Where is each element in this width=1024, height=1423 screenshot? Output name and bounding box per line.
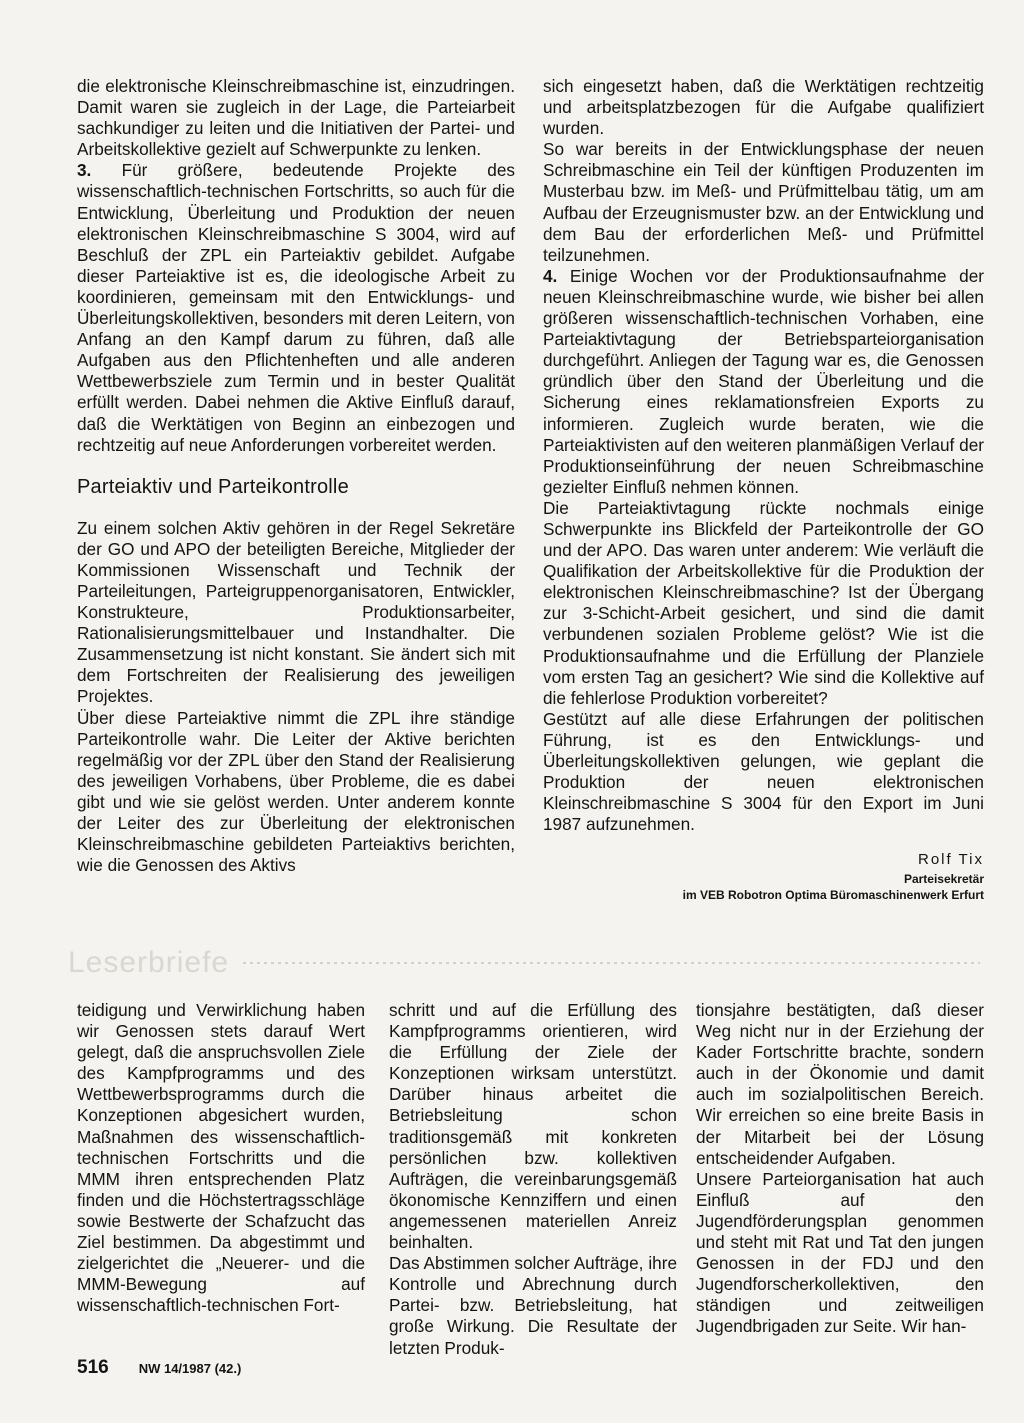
author-name: Rolf Tix (917, 851, 984, 869)
list-number: 3. (77, 160, 92, 181)
list-number: 4. (543, 265, 558, 286)
section-band (60, 946, 980, 980)
paragraph (543, 266, 984, 498)
paragraph-text: Einige Wochen vor der Produktionsaufnahme der neuen Kleinschreibmaschine wurde, wie bisher bei allen größeren wissenschaftlich-technischen Vorhaben, eine Parteiaktivtagung der Betriebsparteiorganisation durchgeführt. Anliegen der Tagung war es, die Genossen gründlich über den Stand der Überleitung und die Sicherung eines reklamationsfreien Exports zu informieren. Zugleich wurde beraten, wie die Parteiaktivisten auf den weiteren planmäßigen Verlauf der Produktionseinführung der neuen Schreibmaschine gezielter Einfluß nehmen können. (543, 265, 984, 497)
paragraph: die elektronische Kleinschreibmaschine ist, einzudringen. Damit waren sie zugleich in der Lage, die Parteiarbeit sachkundiger zu leiten und die Initiativen der Partei- und Arbeitskollektive gezielt auf Schwerpunkte zu lenken. (77, 76, 515, 160)
paragraph: sich eingesetzt haben, daß die Werktätigen rechtzeitig und arbeitsplatzbezogen für die Aufgabe qualifiziert wurden. (543, 76, 984, 139)
paragraph: Das Abstimmen solcher Aufträge, ihre Kontrolle und Abrechnung durch Partei- bzw. Betriebsleitung, hat große Wirkung. Die Resultate der letzten Produk- (389, 1253, 677, 1358)
letter-column-2 (389, 1000, 677, 1359)
paragraph: Gestützt auf alle diese Erfahrungen der politischen Führung, ist es den Entwicklungs- und Überleitungskollektiven gelungen, wie geplant die Produktion der neuen elektronischen Kleinschreibmaschine S 3004 für den Export im Juni 1987 aufzunehmen. (543, 708, 984, 835)
author-signature (543, 849, 984, 903)
paragraph: schritt und auf die Erfüllung des Kampfprogramms orientieren, wird die Erfüllung der Ziele der Konzeptionen wirksam unterstützt. Darüber hinaus arbeitet die Betriebsleitung schon traditionsgemäß mit konkreten persönlichen bzw. kollektiven Aufträgen, die vereinbarungsgemäß ökonomische Kennziffern und einen angemessenen materiellen Anreiz beinhalten. (389, 1000, 677, 1253)
paragraph: So war bereits in der Entwicklungsphase der neuen Schreibmaschine ein Teil der künftigen Produzenten im Musterbau bzw. im Meß- und Prüfmittelbau tätig, um am Aufbau der Erzeugnismuster bzw. an der Entwicklung und dem Bau der erforderlichen Meß- und Prüfmittel teilzunehmen. (543, 139, 984, 265)
page-footer (77, 1357, 241, 1379)
paragraph: Zu einem solchen Aktiv gehören in der Regel Sekretäre der GO und APO der beteiligten Bereiche, Mitglieder der Kommissionen Wissenschaft und Technik der Parteileitungen, Parteigruppenorganisatoren, Entwickler, Konstrukteure, Produktionsarbeiter, Rationalisierungsmittelbauer und Instandhalter. Die Zusammensetzung ist nicht konstant. Sie ändert sich mit dem Fortschreiten der Realisierung des jeweiligen Projektes. (77, 517, 515, 707)
paragraph: teidigung und Verwirklichung haben wir Genossen stets darauf Wert gelegt, daß die anspruchsvollen Ziele des Kampfprogramms und des Wettbewerbsprogramms durch die Konzeptionen abgesichert wurden, Maßnahmen des wissenschaftlich-technischen Fortschritts und die MMM ihren entsprechenden Platz finden und die Höchstertragsschläge sowie Bestwerte der Schafzucht das Ziel bestimmen. Da abgestimmt und zielgerichtet die „Neuerer- und die MMM-Bewegung auf wissenschaftlich-technischen Fort- (77, 1000, 365, 1316)
issue-label: NW 14/1987 (42.) (138, 1361, 242, 1376)
paragraph (77, 160, 515, 455)
article-column-right (543, 76, 984, 903)
section-divider (243, 962, 980, 964)
article-column-left (77, 76, 515, 876)
paragraph: Über diese Parteiaktive nimmt die ZPL ihre ständige Parteikontrolle wahr. Die Leiter der Aktive berichten regelmäßig vor der ZPL über den Stand der Realisierung des jeweiligen Vorhabens, über Probleme, die es dabei gibt und wie sie gelöst werden. Unter anderem konnte der Leiter des zur Überleitung der elektronischen Kleinschreibmaschine gebildeten Parteiaktivs berichten, wie die Genossen des Aktivs (77, 707, 515, 876)
paragraph-text: Für größere, bedeutende Projekte des wissenschaftlich-technischen Fortschritts, so auch für die Entwicklung, Überleitung und Produktion der neuen elektronischen Kleinschreibmaschine S 3004, wird auf Beschluß der ZPL ein Parteiaktiv gebildet. Aufgabe dieser Parteiaktive ist es, die ideologische Arbeit zu koordinieren, gemeinsam mit den Entwicklungs- und Überleitungskollektiven, besonders mit deren Leitern, von Anfang an den Kampf darum zu führen, daß alle Aufgaben aus den Pflichtenheften und alle anderen Wettbewerbsziele zum Termin und in bester Qualität erfüllt werden. Dabei nehmen die Aktive Einfluß darauf, daß die Werktätigen von Beginn an einbezogen und rechtzeitig auf neue Anforderungen vorbereitet werden. (77, 160, 515, 455)
paragraph: Die Parteiaktivtagung rückte nochmals einige Schwerpunkte ins Blickfeld der Parteikontrolle der GO und der APO. Das waren unter anderem: Wie verläuft die Qualifikation der Arbeitskollektive für die Produktion der elektronischen Kleinschreibmaschine? Ist der Übergang zur 3-Schicht-Arbeit gesichert, und sind die damit verbundenen sozialen Probleme gelöst? Wie ist die Produktionsaufnahme und die Erfüllung der Planziele vom ersten Tag an gesichert? Wie sind die Kollektive auf die fehlerlose Produktion vorbereitet? (543, 497, 984, 708)
section-heading: Parteiaktiv und Parteikontrolle (77, 475, 349, 498)
page-number: 516 (77, 1357, 109, 1378)
author-role: Parteisekretär (903, 872, 984, 887)
author-affiliation: im VEB Robotron Optima Büromaschinenwerk Erfurt (682, 888, 984, 903)
section-band-title: Leserbriefe (68, 946, 230, 979)
paragraph: tionsjahre bestätigten, daß dieser Weg nicht nur in der Erziehung der Kader Fortschritte brachte, sondern auch in der Ökonomie und damit auch im sozialpolitischen Bereich. Wir erreichen so eine breite Basis in der Mitarbeit bei der Lösung entscheidender Aufgaben. (696, 1000, 984, 1168)
letter-column-1 (77, 1000, 365, 1316)
paragraph: Unsere Parteiorganisation hat auch Einfluß auf den Jugendförderungsplan genommen und steht mit Rat und Tat den jungen Genossen in der FDJ und den Jugendforscherkollektiven, den ständigen und zeitweiligen Jugendbrigaden zur Seite. Wir han- (696, 1168, 984, 1337)
letter-column-3 (696, 1000, 984, 1338)
